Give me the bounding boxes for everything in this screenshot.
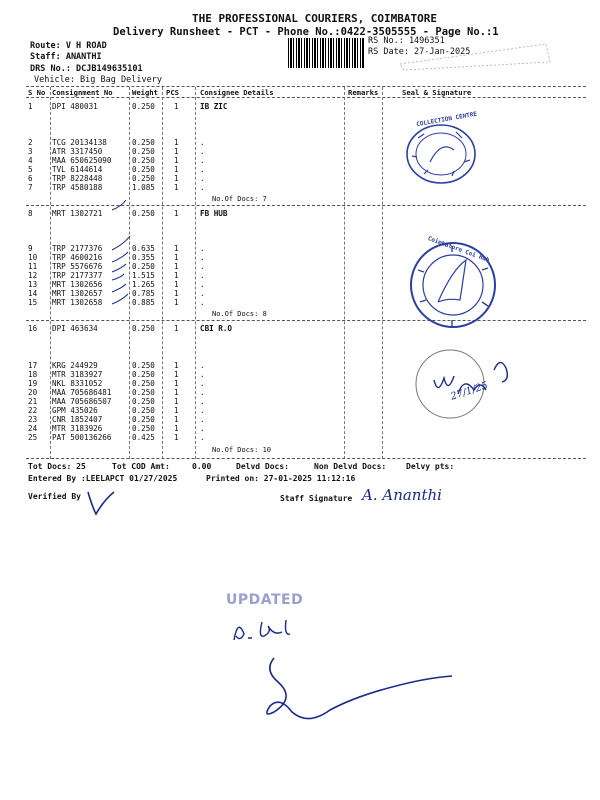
- row-pcs: 1: [174, 424, 179, 433]
- row-sno: 21: [28, 397, 38, 406]
- row-sno: 15: [28, 298, 38, 307]
- row-weight: 0.425: [132, 433, 155, 442]
- col-pcs: PCS: [166, 88, 179, 97]
- row-detail: .: [200, 361, 205, 370]
- row-weight: 0.250: [132, 379, 155, 388]
- row-consignee: IB ZIC: [200, 102, 228, 111]
- row-consignment: NKL 8331052: [52, 379, 103, 388]
- row-consignment: TRP 5576676: [52, 262, 103, 271]
- row-pcs: 1: [174, 298, 179, 307]
- row-detail: .: [200, 388, 205, 397]
- row-sno: 22: [28, 406, 38, 415]
- delivered-docs: Delvd Docs:: [236, 462, 289, 471]
- row-pcs: 1: [174, 280, 179, 289]
- total-docs: Tot Docs: 25: [28, 462, 86, 471]
- col-consignee: Consignee Details: [200, 88, 274, 97]
- row-sno: 17: [28, 361, 38, 370]
- group-doc-count: No.Of Docs: 8: [212, 310, 267, 318]
- row-sno: 3: [28, 147, 33, 156]
- row-weight: 0.250: [132, 397, 155, 406]
- col-seal: Seal & Signature: [402, 88, 472, 97]
- row-sno: 2: [28, 138, 33, 147]
- row-consignment: CNR 1852407: [52, 415, 103, 424]
- row-consignment: MTR 3183926: [52, 424, 103, 433]
- row-consignment: MTR 3183927: [52, 370, 103, 379]
- drs-number: DRS No.: DCJB149635101: [30, 64, 143, 74]
- collection-centre-stamp: [404, 122, 478, 186]
- row-sno: 16: [28, 324, 38, 333]
- table-head-rule: [26, 97, 586, 98]
- vehicle: Vehicle: Big Bag Delivery: [34, 75, 162, 85]
- row-detail: .: [200, 147, 205, 156]
- delivery-points: Delvy pts:: [406, 462, 455, 471]
- row-consignee: FB HUB: [200, 209, 228, 218]
- row-detail: .: [200, 415, 205, 424]
- table-top-rule: [26, 86, 586, 87]
- row-weight: 0.250: [132, 424, 155, 433]
- row-consignment: ATR 3317450: [52, 147, 103, 156]
- entered-by: Entered By :LEELAPCT 01/27/2025: [28, 474, 178, 483]
- row-detail: .: [200, 406, 205, 415]
- row-sno: 9: [28, 244, 33, 253]
- row-pcs: 1: [174, 156, 179, 165]
- row-consignee: CBI R.O: [200, 324, 233, 333]
- row-consignment: MRT 1302721: [52, 209, 103, 218]
- row-consignment: TRP 4600216: [52, 253, 103, 262]
- row-detail: .: [200, 424, 205, 433]
- row-weight: 0.250: [132, 415, 155, 424]
- company-name: THE PROFESSIONAL COURIERS, COIMBATORE: [192, 12, 438, 25]
- row-pcs: 1: [174, 102, 179, 111]
- barcode: [288, 38, 364, 68]
- row-detail: .: [200, 138, 205, 147]
- stamp2-caption: Coimbatore Coi Hub: [426, 235, 491, 264]
- divider-cn: [50, 87, 51, 459]
- bottom-initials-signature: [228, 612, 298, 646]
- row-pcs: 1: [174, 361, 179, 370]
- row-sno: 23: [28, 415, 38, 424]
- row-consignment: TRP 4580188: [52, 183, 103, 192]
- row-consignment: TRP 8228448: [52, 174, 103, 183]
- row-consignment: MRT 1302657: [52, 289, 103, 298]
- col-remarks: Remarks: [348, 88, 379, 97]
- row-weight: 0.250: [132, 156, 155, 165]
- row-detail: .: [200, 183, 205, 192]
- row-weight: 0.250: [132, 165, 155, 174]
- row-pcs: 1: [174, 253, 179, 262]
- row-detail: .: [200, 262, 205, 271]
- printed-on: Printed on: 27-01-2025 11:12:16: [206, 474, 356, 483]
- row-detail: .: [200, 433, 205, 442]
- row-sno: 25: [28, 433, 38, 442]
- verified-by-label: Verified By: [28, 492, 81, 501]
- row-weight: 0.250: [132, 209, 155, 218]
- row-weight: 0.635: [132, 244, 155, 253]
- row-sno: 18: [28, 370, 38, 379]
- rs-number: RS No.: 1496351: [368, 36, 445, 46]
- staff: Staff: ANANTHI: [30, 52, 102, 62]
- col-consignment: Consignment No: [52, 88, 113, 97]
- handwritten-signature-stamp: [414, 346, 522, 422]
- row-pcs: 1: [174, 165, 179, 174]
- tick-marks: [110, 196, 140, 316]
- row-pcs: 1: [174, 289, 179, 298]
- total-cod-value: 0.00: [192, 462, 212, 471]
- row-detail: .: [200, 253, 205, 262]
- row-consignment: DPI 463634: [52, 324, 98, 333]
- row-consignment: TCG 20134138: [52, 138, 107, 147]
- row-pcs: 1: [174, 262, 179, 271]
- row-pcs: 1: [174, 415, 179, 424]
- route: Route: V H ROAD: [30, 41, 107, 51]
- divider-p: [162, 87, 163, 459]
- staff-signature: A. Ananthi: [362, 486, 442, 504]
- non-delivered-docs: Non Delvd Docs:: [314, 462, 387, 471]
- row-sno: 12: [28, 271, 38, 280]
- row-consignment: MAA 705686507: [52, 397, 112, 406]
- row-weight: 0.250: [132, 138, 155, 147]
- row-weight: 0.785: [132, 289, 155, 298]
- row-detail: .: [200, 370, 205, 379]
- row-detail: .: [200, 165, 205, 174]
- row-detail: .: [200, 289, 205, 298]
- row-consignment: GPM 435026: [52, 406, 98, 415]
- row-consignment: DPI 480031: [52, 102, 98, 111]
- row-pcs: 1: [174, 324, 179, 333]
- row-consignment: MAA 705686481: [52, 388, 112, 397]
- row-weight: 0.250: [132, 262, 155, 271]
- row-weight: 0.250: [132, 406, 155, 415]
- row-sno: 20: [28, 388, 38, 397]
- updated-stamp: UPDATED: [226, 592, 304, 608]
- group-doc-count: No.Of Docs: 10: [212, 446, 272, 454]
- row-consignment: MAA 650625090: [52, 156, 112, 165]
- row-sno: 1: [28, 102, 33, 111]
- divider-d: [195, 87, 196, 459]
- row-detail: .: [200, 244, 205, 253]
- row-pcs: 1: [174, 209, 179, 218]
- row-detail: .: [200, 379, 205, 388]
- group-doc-count: No.Of Docs: 7: [212, 195, 267, 203]
- row-sno: 8: [28, 209, 33, 218]
- row-weight: 0.250: [132, 102, 155, 111]
- row-weight: 0.250: [132, 324, 155, 333]
- row-detail: .: [200, 156, 205, 165]
- row-sno: 24: [28, 424, 38, 433]
- row-sno: 13: [28, 280, 38, 289]
- row-detail: .: [200, 174, 205, 183]
- coimbatore-hub-stamp: [408, 240, 498, 330]
- total-cod-label: Tot COD Amt:: [112, 462, 170, 471]
- row-pcs: 1: [174, 388, 179, 397]
- col-weight: Weight: [132, 88, 158, 97]
- row-sno: 5: [28, 165, 33, 174]
- row-sno: 7: [28, 183, 33, 192]
- row-weight: 0.250: [132, 388, 155, 397]
- row-weight: 0.250: [132, 174, 155, 183]
- row-sno: 10: [28, 253, 38, 262]
- col-sno: S No: [28, 88, 46, 97]
- rs-date: RS Date: 27-Jan-2025: [368, 47, 471, 57]
- row-consignment: TRP 2177376: [52, 244, 103, 253]
- handwritten-date: 27/1/25: [449, 380, 490, 403]
- row-pcs: 1: [174, 147, 179, 156]
- row-weight: 0.250: [132, 361, 155, 370]
- row-pcs: 1: [174, 174, 179, 183]
- row-weight: 1.265: [132, 280, 155, 289]
- row-sno: 11: [28, 262, 38, 271]
- row-consignment: KRG 244929: [52, 361, 98, 370]
- large-scribble-signature: [256, 652, 456, 728]
- row-sno: 6: [28, 174, 33, 183]
- row-consignment: MRT 1302658: [52, 298, 103, 307]
- row-sno: 19: [28, 379, 38, 388]
- row-weight: 0.355: [132, 253, 155, 262]
- row-detail: .: [200, 397, 205, 406]
- runsheet-title: Delivery Runsheet - PCT - Phone No.:0422-3505555 - Page No.:1: [113, 26, 499, 38]
- row-weight: 1.085: [132, 183, 155, 192]
- row-sno: 14: [28, 289, 38, 298]
- row-consignment: TVL 6144614: [52, 165, 103, 174]
- divider-s: [382, 87, 383, 459]
- verified-check-mark: [86, 488, 116, 518]
- row-weight: 0.250: [132, 147, 155, 156]
- row-detail: .: [200, 271, 205, 280]
- staff-signature-label: Staff Signature: [280, 494, 353, 503]
- row-weight: 0.250: [132, 370, 155, 379]
- row-pcs: 1: [174, 370, 179, 379]
- row-consignment: TRP 2177377: [52, 271, 103, 280]
- row-weight: 0.885: [132, 298, 155, 307]
- row-sno: 4: [28, 156, 33, 165]
- row-pcs: 1: [174, 397, 179, 406]
- row-weight: 1.515: [132, 271, 155, 280]
- stamp1-caption: COLLECTION CENTRE: [415, 110, 478, 129]
- row-consignment: MRT 1302656: [52, 280, 103, 289]
- row-pcs: 1: [174, 183, 179, 192]
- row-consignment: PAT 500136266: [52, 433, 112, 442]
- row-detail: .: [200, 298, 205, 307]
- row-pcs: 1: [174, 406, 179, 415]
- row-pcs: 1: [174, 244, 179, 253]
- row-pcs: 1: [174, 138, 179, 147]
- row-pcs: 1: [174, 379, 179, 388]
- group-rule: [26, 320, 586, 321]
- row-pcs: 1: [174, 433, 179, 442]
- row-detail: .: [200, 280, 205, 289]
- table-bottom-rule: [26, 458, 586, 459]
- faint-stamp-mark: [396, 38, 556, 72]
- divider-r: [344, 87, 345, 459]
- row-pcs: 1: [174, 271, 179, 280]
